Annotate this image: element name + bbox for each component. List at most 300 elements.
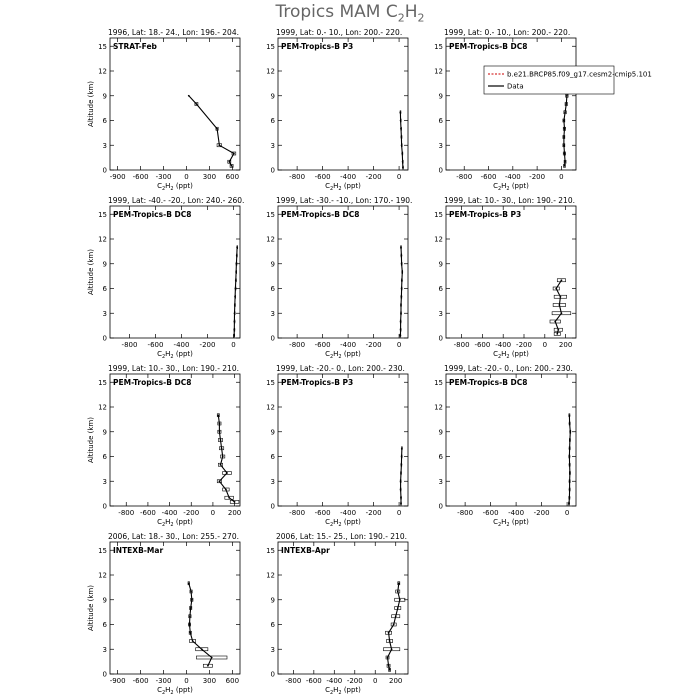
data-point xyxy=(569,489,571,491)
y-tick-label: 15 xyxy=(434,378,443,387)
data-point xyxy=(196,103,198,105)
data-point xyxy=(566,95,568,97)
panel-1 xyxy=(87,28,240,192)
y-tick-label: 3 xyxy=(438,141,443,150)
data-point xyxy=(569,447,571,449)
data-point xyxy=(388,632,390,634)
data-point xyxy=(225,489,227,491)
data-point xyxy=(555,288,557,290)
panel-header: 1999, Lat: 0.- 10., Lon: 200.- 220. xyxy=(276,28,403,37)
x-tick-label: -600 xyxy=(314,173,331,181)
data-point xyxy=(389,640,391,642)
data-point xyxy=(402,161,404,163)
x-tick-label: 0 xyxy=(396,173,402,181)
x-tick-label: -400 xyxy=(504,173,521,181)
data-point xyxy=(569,464,571,466)
panel-9 xyxy=(434,364,576,528)
data-point xyxy=(401,153,403,155)
data-point xyxy=(568,503,570,505)
data-point xyxy=(569,439,571,441)
data-point xyxy=(401,271,403,273)
data-point xyxy=(399,599,401,601)
data-point xyxy=(563,120,565,122)
x-tick-label: -900 xyxy=(109,173,126,181)
y-tick-label: 0 xyxy=(438,502,443,511)
data-point xyxy=(216,128,218,130)
x-tick-label: -600 xyxy=(482,509,499,517)
plot-frame xyxy=(110,206,240,338)
data-point xyxy=(234,501,236,503)
y-tick-label: 6 xyxy=(102,117,107,125)
campaign-label: PEM-Tropics-B DC8 xyxy=(449,42,528,51)
panel-header: 1999, Lat: 10.- 30., Lon: 190.- 210. xyxy=(108,364,239,373)
panel-6 xyxy=(434,196,576,360)
x-tick-label: -600 xyxy=(147,341,164,349)
data-point xyxy=(220,464,222,466)
x-tick-label: 0 xyxy=(184,677,189,685)
y-tick-label: 9 xyxy=(270,428,275,437)
x-tick-label: -900 xyxy=(109,677,126,685)
campaign-label: PEM-Tropics-B DC8 xyxy=(113,378,192,387)
campaign-label: PEM-Tropics-B P3 xyxy=(281,42,354,51)
campaign-label: PEM-Tropics-B DC8 xyxy=(281,210,360,219)
x-tick-label: 0 xyxy=(210,509,216,517)
data-point xyxy=(400,246,402,248)
x-tick-label: -200 xyxy=(365,509,382,517)
plot-frame xyxy=(110,38,240,170)
data-point xyxy=(400,312,402,314)
data-point xyxy=(560,296,562,298)
data-point xyxy=(569,431,571,433)
x-tick-label: -200 xyxy=(183,509,200,517)
data-point xyxy=(207,665,209,667)
data-point xyxy=(400,489,402,491)
x-tick-label: -800 xyxy=(457,509,474,517)
data-point xyxy=(201,648,203,650)
y-tick-label: 6 xyxy=(102,285,107,293)
data-point xyxy=(188,95,190,97)
x-tick-label: 200 xyxy=(227,509,242,517)
data-point xyxy=(233,335,235,337)
data-point xyxy=(399,111,401,113)
y-tick-label: 9 xyxy=(438,260,443,269)
x-axis-label: $C_2H_2$ (ppt) xyxy=(325,350,361,360)
y-tick-label: 0 xyxy=(270,334,275,343)
data-point xyxy=(401,144,403,146)
x-tick-label: -200 xyxy=(516,341,532,349)
legend-data-label: Data xyxy=(507,82,524,91)
campaign-label: PEM-Tropics-B P3 xyxy=(281,378,354,387)
y-tick-label: 6 xyxy=(270,453,275,461)
y-tick-label: 15 xyxy=(98,42,107,51)
x-tick-label: 200 xyxy=(389,677,403,685)
panel-4 xyxy=(87,196,244,360)
y-tick-label: 3 xyxy=(438,309,443,318)
x-tick-label: 200 xyxy=(558,341,573,349)
x-tick-label: 300 xyxy=(202,677,217,685)
x-axis-label: $C_2H_2$ (ppt) xyxy=(157,350,193,360)
campaign-label: STRAT-Feb xyxy=(113,42,157,51)
data-point xyxy=(228,161,230,163)
y-tick-label: 12 xyxy=(98,403,107,412)
figure-title: Tropics MAM $C_2H_2$ xyxy=(275,2,425,25)
x-tick-label: -600 xyxy=(314,341,331,349)
x-axis-label: $C_2H_2$ (ppt) xyxy=(493,350,529,360)
y-tick-label: 0 xyxy=(102,670,107,679)
y-tick-label: 12 xyxy=(266,403,275,412)
plot-frame xyxy=(446,38,576,170)
x-tick-label: -400 xyxy=(495,341,512,349)
x-tick-label: -300 xyxy=(155,173,172,181)
data-point xyxy=(569,480,571,482)
x-tick-label: -600 xyxy=(314,509,331,517)
plot-frame xyxy=(278,374,408,506)
y-tick-label: 3 xyxy=(102,477,107,486)
data-point xyxy=(563,136,565,138)
data-point xyxy=(235,263,237,265)
data-point xyxy=(399,335,401,337)
y-tick-label: 15 xyxy=(434,42,443,51)
panel-2 xyxy=(266,28,408,192)
y-tick-label: 0 xyxy=(270,502,275,511)
x-tick-label: 0 xyxy=(559,173,564,181)
data-point xyxy=(401,279,403,281)
x-tick-label: -400 xyxy=(326,677,343,685)
data-point xyxy=(235,288,237,290)
y-tick-label: 0 xyxy=(438,166,443,175)
data-point xyxy=(388,665,390,667)
panel-8 xyxy=(266,364,408,528)
data-point xyxy=(561,279,563,281)
x-tick-label: -600 xyxy=(132,173,149,181)
x-tick-label: -800 xyxy=(121,341,138,349)
panel-header: 2006, Lat: 18.- 30., Lon: 255.- 270. xyxy=(108,532,239,541)
y-tick-label: 15 xyxy=(98,546,107,555)
data-point xyxy=(190,591,192,593)
panel-5 xyxy=(266,196,412,360)
panel-header: 1996, Lat: 18.- 24., Lon: 196.- 204. xyxy=(108,28,239,37)
y-tick-label: 15 xyxy=(434,210,443,219)
panel-header: 1999, Lat: 0.- 10., Lon: 200.- 220. xyxy=(444,28,571,37)
x-tick-label: 0 xyxy=(184,173,189,181)
y-axis-label: Altitude (km) xyxy=(87,249,95,295)
y-tick-label: 3 xyxy=(270,477,275,486)
x-tick-label: -400 xyxy=(340,341,357,349)
data-point xyxy=(558,304,560,306)
y-tick-label: 0 xyxy=(270,670,275,679)
panel-header: 1999, Lat: 10.- 30., Lon: 190.- 210. xyxy=(444,196,575,205)
data-point xyxy=(235,271,237,273)
x-tick-label: -200 xyxy=(533,509,550,517)
data-point xyxy=(393,624,395,626)
y-tick-label: 12 xyxy=(434,403,443,412)
data-point xyxy=(400,255,402,257)
x-tick-label: -800 xyxy=(118,509,135,517)
x-tick-label: 0 xyxy=(373,677,378,685)
data-point xyxy=(236,255,238,257)
data-point xyxy=(400,329,402,331)
y-tick-label: 3 xyxy=(270,309,275,318)
data-point xyxy=(400,296,402,298)
y-tick-label: 3 xyxy=(270,645,275,654)
data-point xyxy=(226,472,228,474)
data-point xyxy=(569,423,571,425)
data-point xyxy=(557,329,559,331)
data-point xyxy=(554,321,556,323)
y-tick-label: 0 xyxy=(270,166,275,175)
panel-header: 1999, Lat: -20.- 0., Lon: 200.- 230. xyxy=(444,364,573,373)
data-point xyxy=(220,439,222,441)
y-tick-label: 9 xyxy=(102,92,107,101)
y-tick-label: 15 xyxy=(98,378,107,387)
data-point xyxy=(398,582,400,584)
y-tick-label: 15 xyxy=(266,42,275,51)
data-point xyxy=(564,165,566,167)
data-point xyxy=(400,497,402,499)
data-point xyxy=(400,464,402,466)
data-point xyxy=(189,624,191,626)
data-line xyxy=(189,96,234,166)
x-tick-label: -600 xyxy=(480,173,497,181)
panel-11 xyxy=(266,532,408,696)
data-point xyxy=(400,503,402,505)
x-tick-label: -300 xyxy=(155,677,172,685)
data-point xyxy=(234,312,236,314)
y-tick-label: 12 xyxy=(266,571,275,580)
data-point xyxy=(400,472,402,474)
y-tick-label: 3 xyxy=(102,645,107,654)
y-tick-label: 12 xyxy=(98,235,107,244)
x-tick-label: -600 xyxy=(474,341,491,349)
data-point xyxy=(231,165,233,167)
data-point xyxy=(400,480,402,482)
data-point xyxy=(564,111,566,113)
data-point xyxy=(219,423,221,425)
y-tick-label: 6 xyxy=(102,621,107,629)
data-point xyxy=(568,456,570,458)
y-tick-label: 6 xyxy=(102,453,107,461)
data-point xyxy=(400,120,402,122)
data-point xyxy=(189,615,191,617)
y-tick-label: 9 xyxy=(270,92,275,101)
x-tick-label: -600 xyxy=(132,677,149,685)
x-tick-label: -800 xyxy=(453,341,470,349)
y-tick-label: 3 xyxy=(270,141,275,150)
data-point xyxy=(191,599,193,601)
y-tick-label: 3 xyxy=(102,141,107,150)
data-point xyxy=(217,414,219,416)
y-tick-label: 3 xyxy=(102,309,107,318)
x-tick-label: -400 xyxy=(340,509,357,517)
data-point xyxy=(234,321,236,323)
y-tick-label: 0 xyxy=(102,166,107,175)
y-tick-label: 9 xyxy=(102,260,107,269)
plot-frame xyxy=(278,38,408,170)
y-axis-label: Altitude (km) xyxy=(87,417,95,463)
x-tick-label: -200 xyxy=(346,677,363,685)
x-axis-label: $C_2H_2$ (ppt) xyxy=(325,182,361,192)
data-point xyxy=(565,103,567,105)
data-point xyxy=(564,128,566,130)
y-tick-label: 9 xyxy=(102,428,107,437)
data-point xyxy=(397,591,399,593)
x-axis-label: $C_2H_2$ (ppt) xyxy=(325,518,361,528)
data-point xyxy=(395,615,397,617)
y-tick-label: 6 xyxy=(270,285,275,293)
x-axis-label: $C_2H_2$ (ppt) xyxy=(157,518,193,528)
x-tick-label: 0 xyxy=(231,341,236,349)
data-point xyxy=(569,472,571,474)
legend xyxy=(484,66,652,94)
data-point xyxy=(564,153,566,155)
data-point xyxy=(568,414,570,416)
data-point xyxy=(563,144,565,146)
data-point xyxy=(400,128,402,130)
data-point xyxy=(218,144,220,146)
campaign-label: INTEXB-Mar xyxy=(113,546,164,555)
x-axis-label: $C_2H_2$ (ppt) xyxy=(493,182,529,192)
y-tick-label: 6 xyxy=(270,117,275,125)
plot-frame xyxy=(446,206,576,338)
y-tick-label: 9 xyxy=(438,428,443,437)
y-tick-label: 6 xyxy=(270,621,275,629)
y-tick-label: 12 xyxy=(266,67,275,76)
y-tick-label: 15 xyxy=(266,546,275,555)
legend-model-label: b.e21.BRCP85.f09_g17.cesm2-cmip5.101 xyxy=(507,70,652,79)
panel-7 xyxy=(87,364,241,528)
x-tick-label: -400 xyxy=(161,509,178,517)
data-point xyxy=(228,497,230,499)
x-tick-label: -800 xyxy=(285,677,302,685)
y-tick-label: 6 xyxy=(438,453,443,461)
data-point xyxy=(235,279,237,281)
data-point xyxy=(192,640,194,642)
y-tick-label: 0 xyxy=(102,502,107,511)
data-point xyxy=(400,321,402,323)
data-point xyxy=(234,304,236,306)
data-point xyxy=(233,153,235,155)
y-tick-label: 15 xyxy=(266,378,275,387)
data-point xyxy=(391,648,393,650)
x-tick-label: -200 xyxy=(199,341,216,349)
plot-frame xyxy=(446,374,576,506)
panel-10 xyxy=(87,532,240,696)
data-point xyxy=(556,333,558,335)
y-tick-label: 9 xyxy=(438,92,443,101)
data-point xyxy=(221,447,223,449)
y-tick-label: 9 xyxy=(270,260,275,269)
data-point xyxy=(233,329,235,331)
y-tick-label: 3 xyxy=(438,477,443,486)
data-point xyxy=(236,246,238,248)
y-tick-label: 9 xyxy=(102,596,107,605)
data-point xyxy=(190,607,192,609)
y-tick-label: 12 xyxy=(434,235,443,244)
y-tick-label: 15 xyxy=(266,210,275,219)
data-point xyxy=(568,497,570,499)
y-tick-label: 9 xyxy=(270,596,275,605)
data-point xyxy=(219,431,221,433)
data-point xyxy=(561,312,563,314)
data-line xyxy=(189,583,212,666)
x-tick-label: -800 xyxy=(456,173,473,181)
data-point xyxy=(400,136,402,138)
x-axis-label: $C_2H_2$ (ppt) xyxy=(325,686,361,696)
y-tick-label: 12 xyxy=(98,67,107,76)
x-tick-label: -800 xyxy=(289,173,306,181)
x-tick-label: 0 xyxy=(396,341,402,349)
x-axis-label: $C_2H_2$ (ppt) xyxy=(157,182,193,192)
x-axis-label: $C_2H_2$ (ppt) xyxy=(493,518,529,528)
y-tick-label: 12 xyxy=(266,235,275,244)
data-point xyxy=(401,263,403,265)
plot-frame xyxy=(278,542,408,674)
data-point xyxy=(211,657,213,659)
x-tick-label: -600 xyxy=(305,677,322,685)
y-axis-label: Altitude (km) xyxy=(87,81,95,127)
campaign-label: PEM-Tropics-B DC8 xyxy=(113,210,192,219)
data-point xyxy=(389,669,391,671)
panel-header: 1999, Lat: -40.- -20., Lon: 240.- 260. xyxy=(108,196,245,205)
x-tick-label: -800 xyxy=(289,341,306,349)
panel-header: 2006, Lat: 15.- 25., Lon: 190.- 210. xyxy=(276,532,407,541)
y-axis-label: Altitude (km) xyxy=(87,585,95,631)
x-tick-label: -400 xyxy=(508,509,525,517)
y-tick-label: 6 xyxy=(438,117,443,125)
y-tick-label: 12 xyxy=(98,571,107,580)
y-tick-label: 6 xyxy=(438,285,443,293)
data-point xyxy=(401,456,403,458)
x-tick-label: 0 xyxy=(542,341,548,349)
data-point xyxy=(189,632,191,634)
campaign-label: INTEXB-Apr xyxy=(281,546,330,555)
data-point xyxy=(387,657,389,659)
data-point xyxy=(222,456,224,458)
panel-header: 1999, Lat: -20.- 0., Lon: 200.- 230. xyxy=(276,364,405,373)
data-point xyxy=(400,304,402,306)
data-point xyxy=(401,288,403,290)
y-tick-label: 0 xyxy=(438,334,443,343)
y-tick-label: 12 xyxy=(434,67,443,76)
y-tick-label: 0 xyxy=(102,334,107,343)
plot-frame xyxy=(278,206,408,338)
x-tick-label: -200 xyxy=(365,341,382,349)
x-tick-label: -400 xyxy=(340,173,357,181)
data-point xyxy=(402,167,404,169)
data-point xyxy=(564,161,566,163)
plot-frame xyxy=(110,542,240,674)
campaign-label: PEM-Tropics-B P3 xyxy=(449,210,522,219)
x-tick-label: 600 xyxy=(225,173,240,181)
panel-3 xyxy=(434,28,652,192)
x-tick-label: 300 xyxy=(202,173,217,181)
x-tick-label: 0 xyxy=(564,509,570,517)
data-point xyxy=(234,296,236,298)
x-tick-label: -800 xyxy=(289,509,306,517)
x-tick-label: 0 xyxy=(396,509,402,517)
panel-header: 1999, Lat: -30.- -10., Lon: 170.- 190. xyxy=(276,196,413,205)
data-point xyxy=(219,480,221,482)
data-point xyxy=(188,582,190,584)
x-tick-label: -600 xyxy=(139,509,156,517)
campaign-label: PEM-Tropics-B DC8 xyxy=(449,378,528,387)
data-point xyxy=(401,447,403,449)
x-tick-label: -200 xyxy=(365,173,382,181)
x-axis-label: $C_2H_2$ (ppt) xyxy=(157,686,193,696)
x-tick-label: -400 xyxy=(173,341,190,349)
y-tick-label: 15 xyxy=(98,210,107,219)
x-tick-label: -200 xyxy=(529,173,546,181)
